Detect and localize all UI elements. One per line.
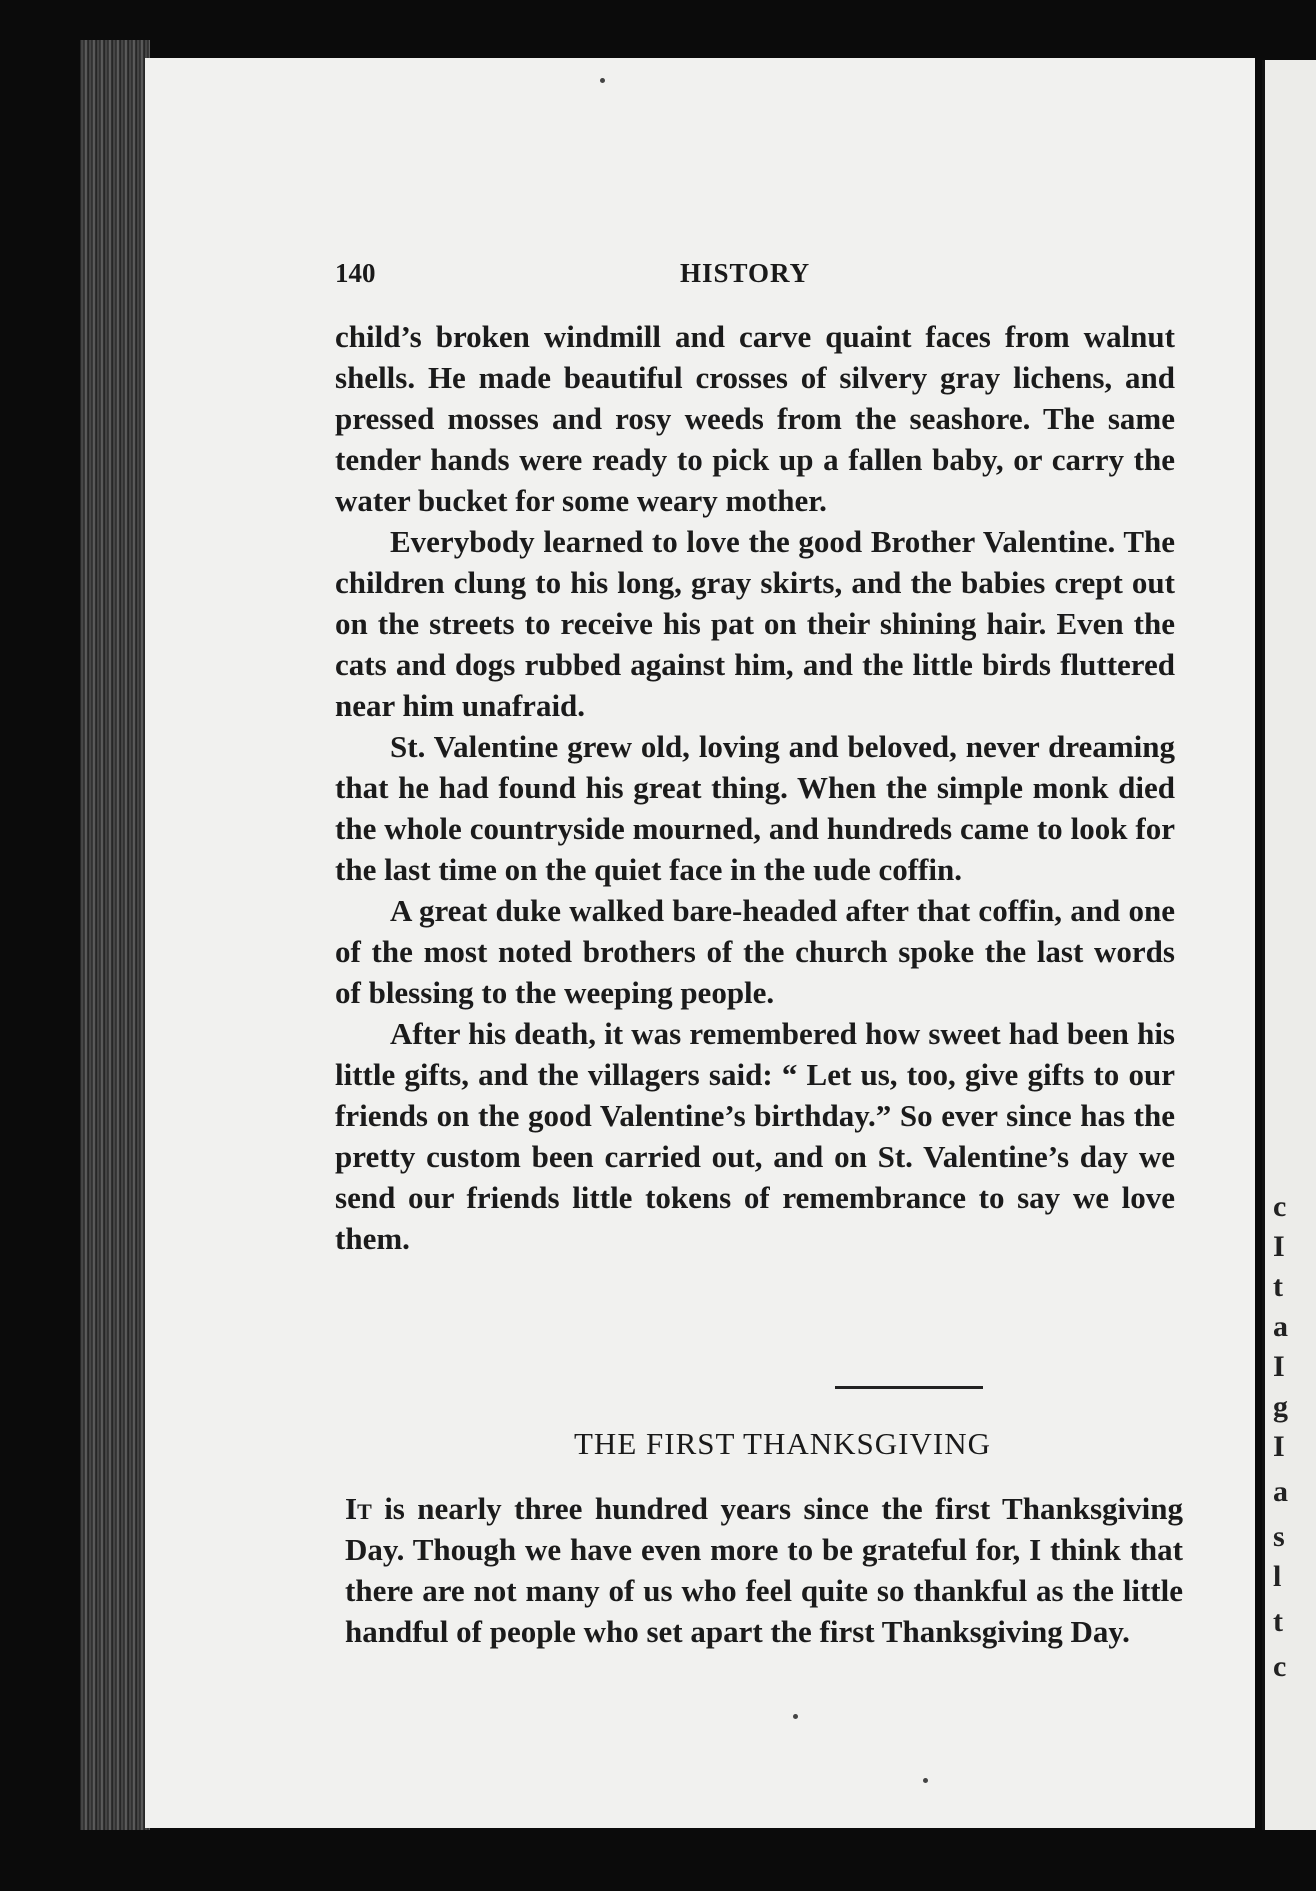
book-page — [145, 58, 1255, 1828]
facing-page-letter: t — [1273, 1605, 1283, 1638]
paper-speck — [923, 1778, 928, 1783]
facing-page-letter: g — [1273, 1390, 1288, 1423]
paragraph: After his death, it was remembered how sweet had been his little gifts, and the villagers said: “ Let us, too, give gifts to our friends on the good Valentine’s birthday.” So ever since has the pretty custom been carried out, and on St. Valentine’s day we send our friends little tokens of remembrance to say we love them. — [335, 1016, 1175, 1256]
book-spine-shadow — [80, 40, 150, 1830]
facing-page-letter: c — [1273, 1190, 1287, 1223]
facing-page-letter: I — [1273, 1350, 1285, 1383]
page-number: 140 — [335, 258, 376, 288]
facing-page-letter: c — [1273, 1650, 1287, 1683]
facing-page-letter: t — [1273, 1270, 1283, 1303]
paper-speck — [793, 1714, 798, 1719]
chapter-body — [335, 316, 1175, 1259]
paragraph: child’s broken windmill and carve quaint faces from walnut shells. He made beautiful crosses of silvery gray lichens, and pressed mosses and rosy weeds from the seashore. The same tender hands were ready to pick up a fallen baby, or carry the water bucket for some weary mother. — [335, 319, 1175, 518]
section-title: THE FIRST THANKSGIVING — [574, 1426, 991, 1461]
section-opening-word: It — [345, 1491, 372, 1526]
paragraph: St. Valentine grew old, loving and beloved, never dreaming that he had found his great thing. When the simple monk died the whole countryside mourned, and hundreds came to look for the last time on the quiet face in the ιude coffin. — [335, 729, 1175, 887]
paragraph: A great duke walked bare-headed after that coffin, and one of the most noted brothers of the church spoke the last words of blessing to the weeping people. — [335, 893, 1175, 1010]
paragraph: Everybody learned to love the good Brother Valentine. The children clung to his long, gray skirts, and the babies crept out on the streets to receive his pat on their shining hair. Even the cats and dogs rubbed against him, and the little birds fluttered near him unafraid. — [335, 524, 1175, 723]
running-head: HISTORY — [680, 258, 811, 288]
facing-page-letter: a — [1273, 1475, 1288, 1508]
facing-page-letter: a — [1273, 1310, 1288, 1343]
facing-page-letter: I — [1273, 1430, 1285, 1463]
facing-page-letter: l — [1273, 1560, 1282, 1593]
facing-page-letter: s — [1273, 1520, 1285, 1553]
section-body — [345, 1488, 1183, 1652]
section-divider — [835, 1386, 983, 1389]
section-text: is nearly three hundred years since the first Thanksgiving Day. Though we have even more to be grateful for, I think that there are not many of us who feel quite so thankful as the little handful of people who set apart the first Thanksgiving Day. — [345, 1491, 1183, 1649]
facing-page-letter: I — [1273, 1230, 1285, 1263]
facing-page-edge — [1262, 60, 1316, 1830]
page-header — [145, 258, 1255, 298]
paper-speck — [600, 78, 605, 83]
